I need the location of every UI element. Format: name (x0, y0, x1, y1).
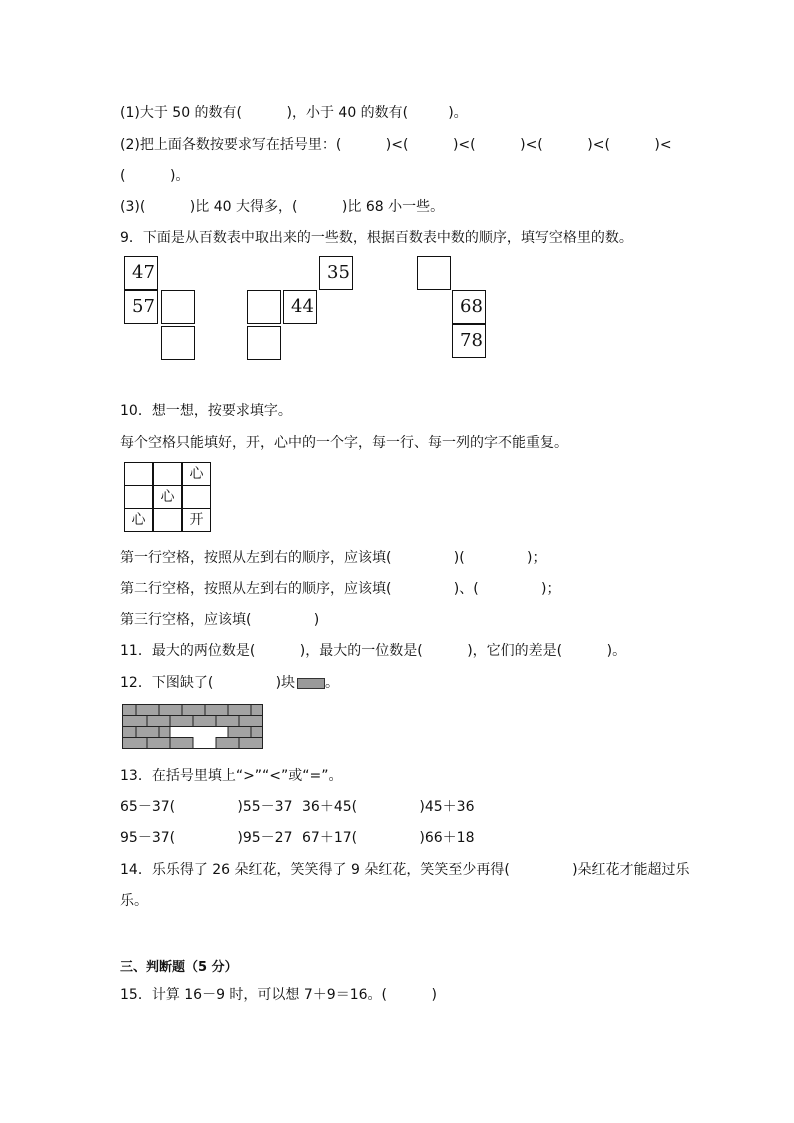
q13-text: 13．在括号里填上“>”“<”或“=”。 (120, 768, 343, 784)
q10-text: 10．想一想，按要求填字。 (120, 403, 292, 419)
q12-suffix: 。 (325, 675, 340, 691)
char-cell[interactable] (124, 462, 153, 486)
q13-item-b: 36＋45( )45＋36 (302, 799, 475, 815)
q8-part2: (2)把上面各数按要求写在括号里：( )<( )<( )<( )<( )< (120, 137, 672, 153)
grid1-blank-cell[interactable] (161, 290, 195, 324)
grid1-cell-47: 47 (124, 256, 158, 290)
char-cell: 心 (182, 462, 211, 486)
q10-row2-answer: 第二行空格，按照从左到右的顺序，应该填( )、( )； (120, 581, 561, 597)
grid2-cell-44: 44 (283, 290, 317, 324)
q13-item-c: 95－37( )95－27 (120, 830, 293, 846)
q8-part1: (1)大于 50 的数有( )，小于 40 的数有( )。 (120, 105, 468, 121)
q14-line2: 乐。 (120, 893, 148, 909)
q10-row1-answer: 第一行空格，按照从左到右的顺序，应该填( )( )； (120, 550, 547, 566)
char-cell: 心 (124, 508, 153, 532)
grid3-blank-cell[interactable] (417, 256, 451, 290)
q12-prefix: 12．下图缺了( )块 (120, 675, 296, 691)
char-cell: 心 (153, 485, 182, 509)
q9-text: 9．下面是从百数表中取出来的一些数，根据百数表中数的顺序，填写空格里的数。 (120, 230, 633, 246)
q10-rule: 每个空格只能填好，开，心中的一个字，每一行、每一列的字不能重复。 (120, 435, 568, 451)
grid1-blank-cell[interactable] (161, 326, 195, 360)
q13-item-d: 67＋17( )66＋18 (302, 830, 475, 846)
grid3-cell-68: 68 (452, 290, 486, 324)
q8-part2-continued: ( )。 (120, 168, 190, 184)
q10-row3-answer: 第三行空格，应该填( ) (120, 612, 320, 628)
brick-icon (297, 678, 325, 689)
char-cell[interactable] (182, 485, 211, 509)
grid2-blank-cell[interactable] (247, 290, 281, 324)
q8-part3: (3)( )比 40 大得多，( )比 68 小一些。 (120, 199, 445, 215)
section-heading: 三、判断题（5 分） (120, 960, 238, 975)
q14-line1: 14．乐乐得了 26 朵红花，笑笑得了 9 朵红花，笑笑至少再得( )朵红花才能超过乐 (120, 862, 690, 878)
grid2-blank-cell[interactable] (247, 326, 281, 360)
grid3-cell-78: 78 (452, 324, 486, 358)
char-cell[interactable] (124, 485, 153, 509)
q13-item-a: 65－37( )55－37 (120, 799, 293, 815)
grid2-cell-35: 35 (319, 256, 353, 290)
grid1-cell-57: 57 (124, 290, 158, 324)
char-cell[interactable] (153, 462, 182, 486)
char-cell: 开 (182, 508, 211, 532)
char-cell[interactable] (153, 508, 182, 532)
q12-text (120, 674, 339, 692)
q11-text: 11．最大的两位数是( )，最大的一位数是( )，它们的差是( )。 (120, 643, 627, 659)
q15-text: 15．计算 16－9 时，可以想 7＋9＝16。( ) (120, 987, 437, 1003)
brick-wall-figure (122, 704, 264, 750)
